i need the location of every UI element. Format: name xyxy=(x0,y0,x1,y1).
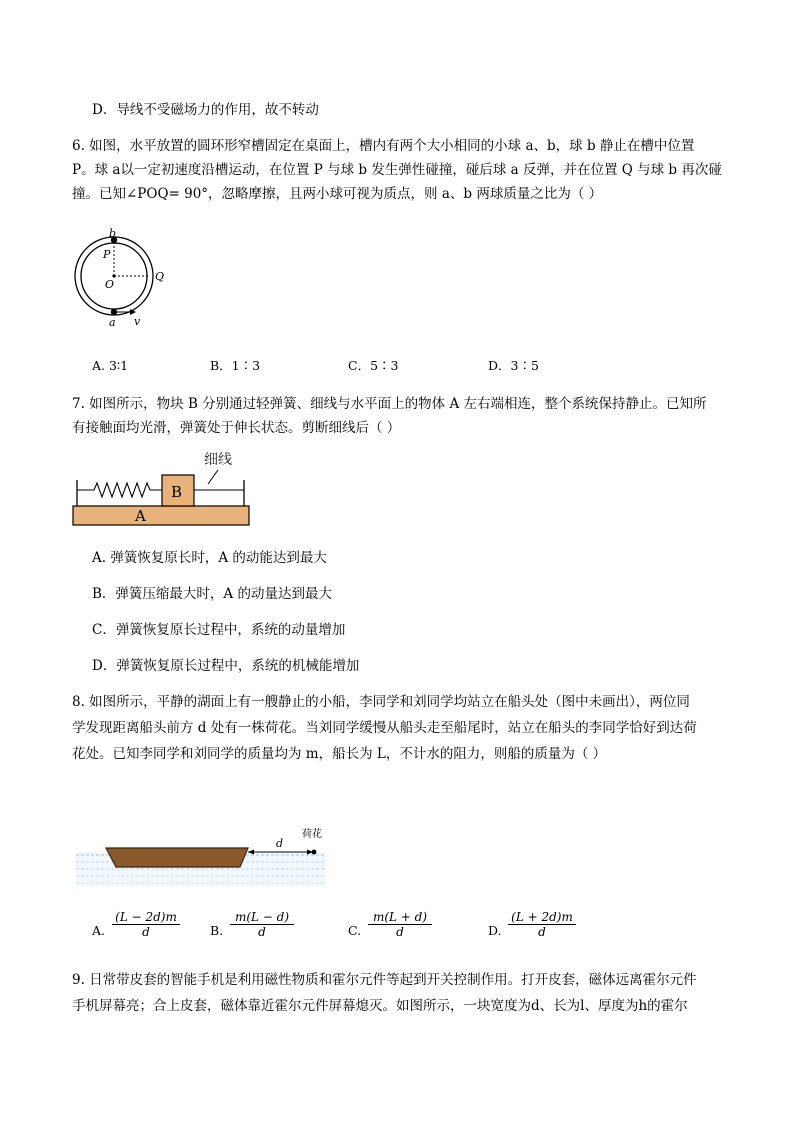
ball-a xyxy=(111,309,117,315)
label-d: d xyxy=(276,837,284,850)
q9-stem-line2: 手机屏幕亮；合上皮套，磁体靠近霍尔元件屏幕熄灭。如图所示，一块宽度为d、长为l、厚度为h的霍尔 xyxy=(72,998,688,1014)
q8-option-a-denominator: d xyxy=(142,925,150,939)
q8-option-d-denominator: d xyxy=(538,925,546,939)
q6-option-c: C．5∶3 xyxy=(348,358,399,373)
q8-option-c-denominator: d xyxy=(396,925,404,939)
label-a: A xyxy=(135,507,146,525)
q8-option-d-letter: D. xyxy=(488,923,502,938)
q5-option-d: D．导线不受磁场力的作用，故不转动 xyxy=(92,102,319,118)
q6-stem-line1: 6. 如图，水平放置的圆环形窄槽固定在桌面上，槽内有两个大小相同的小球 a、b，球 b 静止在槽中位置 xyxy=(72,138,695,154)
q8-option-c-fraction xyxy=(368,910,432,939)
q8-boat-figure xyxy=(76,822,326,890)
label-string: 细线 xyxy=(204,452,232,468)
q6-stem-line3: 撞。已知∠POQ= 90°，忽略摩擦，且两小球可视为质点，则 a、b 两球质量之比为（ ） xyxy=(72,186,603,202)
label-lotus: 荷花 xyxy=(302,829,322,840)
q7-option-a: A. 弹簧恢复原长时，A 的动能达到最大 xyxy=(92,550,327,566)
q8-option-a-letter: A. xyxy=(92,923,106,938)
q7-spring-block-figure xyxy=(72,446,256,530)
q8-option-d-numerator: (L + 2d)m xyxy=(508,910,576,925)
lotus-dot xyxy=(312,850,317,855)
q8-option-b-letter: B. xyxy=(210,923,224,938)
string-pointer xyxy=(208,470,218,484)
q8-option-d-fraction xyxy=(508,910,576,939)
block-a xyxy=(73,506,249,525)
q8-option-b-fraction xyxy=(230,910,294,939)
q8-stem-line3: 花处。已知李同学和刘同学的质量均为 m，船长为 L，不计水的阻力，则船的质量为（ ） xyxy=(72,746,607,762)
label-o: O xyxy=(105,278,115,291)
q6-option-d: D．3∶5 xyxy=(488,358,539,373)
label-p: P xyxy=(103,248,111,261)
q6-stem-line2: P。球 a以一定初速度沿槽运动，在位置 P 与球 b 发生弹性碰撞，碰后球 a 反弹，并在位置 Q 与球 b 再次碰 xyxy=(72,162,722,178)
q6-ring-figure xyxy=(70,228,180,328)
q9-stem-line1: 9. 日常带皮套的智能手机是利用磁性物质和霍尔元件等起到开关控制作用。打开皮套，磁体远离霍尔元件 xyxy=(72,972,697,988)
label-q: Q xyxy=(155,270,165,283)
q8-option-c-letter: C. xyxy=(348,923,362,938)
q8-option-a-numerator: (L − 2d)m xyxy=(112,910,180,925)
q7-stem-line1: 7. 如图所示，物块 B 分别通过轻弹簧、细线与水平面上的物体 A 左右端相连，整个系统保持静止。已知所 xyxy=(72,396,707,412)
boat xyxy=(106,848,248,867)
q6-option-b: B．1∶3 xyxy=(210,358,261,373)
spring xyxy=(77,483,162,497)
label-a: a xyxy=(109,316,116,328)
label-b: B xyxy=(171,483,183,501)
q7-option-c: C．弹簧恢复原长过程中，系统的动量增加 xyxy=(92,622,346,638)
q8-stem-line1: 8. 如图所示，平静的湖面上有一艘静止的小船，李同学和刘同学均站立在船头处（图中未画出），两位同 xyxy=(72,694,690,710)
q7-option-d: D．弹簧恢复原长过程中，系统的机械能增加 xyxy=(92,658,360,674)
q8-option-a-fraction xyxy=(112,910,180,939)
q7-option-b: B．弹簧压缩最大时，A 的动量达到最大 xyxy=(92,586,332,602)
q8-option-c-numerator: m(L + d) xyxy=(368,910,432,925)
label-b: b xyxy=(109,228,117,240)
q8-option-b-denominator: d xyxy=(258,925,266,939)
label-v: v xyxy=(134,315,141,328)
q8-stem-line2: 学发现距离船头前方 d 处有一株荷花。当刘同学缓慢从船头走至船尾时，站立在船头的李同学恰好到达荷 xyxy=(72,720,697,736)
q7-stem-line2: 有接触面均光滑，弹簧处于伸长状态。剪断细线后（ ） xyxy=(72,420,401,436)
q8-option-b-numerator: m(L − d) xyxy=(230,910,294,925)
q6-option-a: A. 3∶1 xyxy=(92,358,129,373)
